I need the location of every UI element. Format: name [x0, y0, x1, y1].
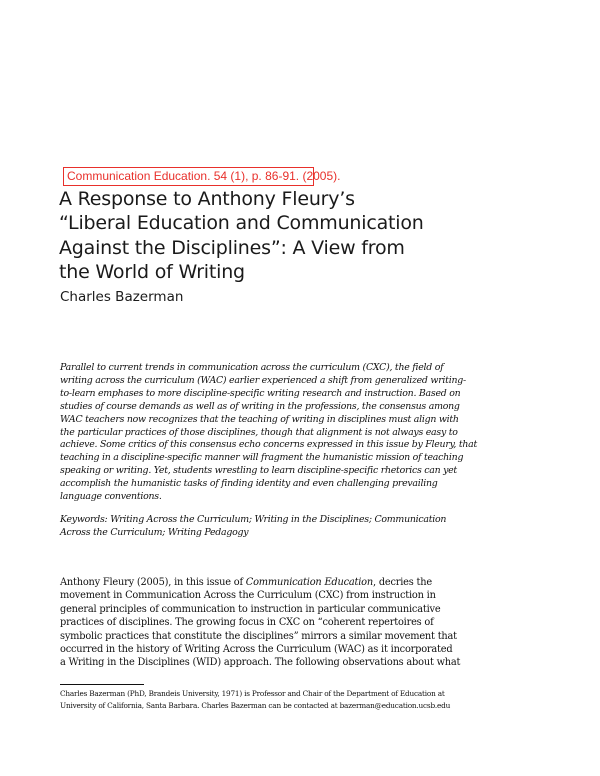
- body-line: occurred in the history of Writing Across the Curriculum (WAC) as it incorporated: [60, 644, 453, 656]
- title-line: A Response to Anthony Fleury’s: [59, 188, 355, 210]
- keywords: [60, 513, 447, 539]
- footnote-divider: [60, 684, 144, 685]
- body-text: [60, 576, 461, 670]
- abstract-line: the particular practices of those disciplines, though that alignment is not always easy to: [60, 426, 458, 438]
- abstract: [60, 362, 477, 504]
- body-line: [60, 576, 432, 589]
- keywords-line: Keywords: Writing Across the Curriculum; Writing in the Disciplines; Communication: [60, 514, 447, 525]
- body-line: movement in Communication Across the Curriculum (CXC) from instruction in: [60, 590, 436, 602]
- footnote: [60, 688, 451, 712]
- body-line: a Writing in the Disciplines (WID) approach. The following observations about what: [60, 657, 461, 669]
- title-line: the World of Writing: [59, 260, 245, 283]
- abstract-line: teaching in a discipline-specific manner will fragment the humanistic mission of teaching: [60, 452, 464, 464]
- footnote-line: Charles Bazerman (PhD, Brandeis University, 1971) is Professor and Chair of the Department of Education at: [60, 689, 445, 698]
- abstract-line: writing across the curriculum (WAC) earlier experienced a shift from generalized writing-: [60, 374, 466, 386]
- abstract-line: Parallel to current trends in communication across the curriculum (CXC), the field of: [60, 362, 444, 373]
- title-line: “Liberal Education and Communication: [59, 212, 424, 235]
- body-text-run: , decries the: [372, 577, 432, 588]
- abstract-line: accomplish the humanistic tasks of finding identity and even challenging prevailing: [60, 478, 438, 490]
- title-line: Against the Disciplines”: A View from: [59, 236, 405, 259]
- abstract-line: language conventions.: [60, 491, 162, 503]
- abstract-line: achieve. Some critics of this consensus echo concerns expressed in this issue by Fleury, that: [60, 439, 477, 451]
- citation-box: Communication Education. 54 (1), p. 86-91. (2005).: [63, 167, 314, 186]
- abstract-line: WAC teachers now recognizes that the teaching of writing in disciplines must align with: [60, 413, 459, 425]
- body-line: practices of disciplines. The growing focus in CXC on “coherent repertoires of: [60, 617, 434, 629]
- footnote-line: University of California, Santa Barbara. Charles Bazerman can be contacted at bazerman@education.ucsb.edu: [60, 701, 451, 710]
- body-line: symbolic practices that constitute the disciplines” mirrors a similar movement that: [60, 630, 457, 642]
- abstract-line: to-learn emphases to more discipline-specific writing research and instruction. Based on: [60, 387, 461, 399]
- body-line: general principles of communication to instruction in particular communicative: [60, 603, 441, 615]
- journal-name: Communication Education: [245, 577, 373, 588]
- body-text-run: Anthony Fleury (2005), in this issue of: [60, 577, 246, 588]
- article-title: [59, 187, 424, 284]
- abstract-line: speaking or writing. Yet, students wrestling to learn discipline-specific rhetorics can yet: [60, 465, 457, 477]
- author-name: Charles Bazerman: [60, 289, 184, 305]
- keywords-line: Across the Curriculum; Writing Pedagogy: [60, 527, 249, 538]
- abstract-line: studies of course demands as well as of writing in the professions, the consensus among: [60, 400, 460, 412]
